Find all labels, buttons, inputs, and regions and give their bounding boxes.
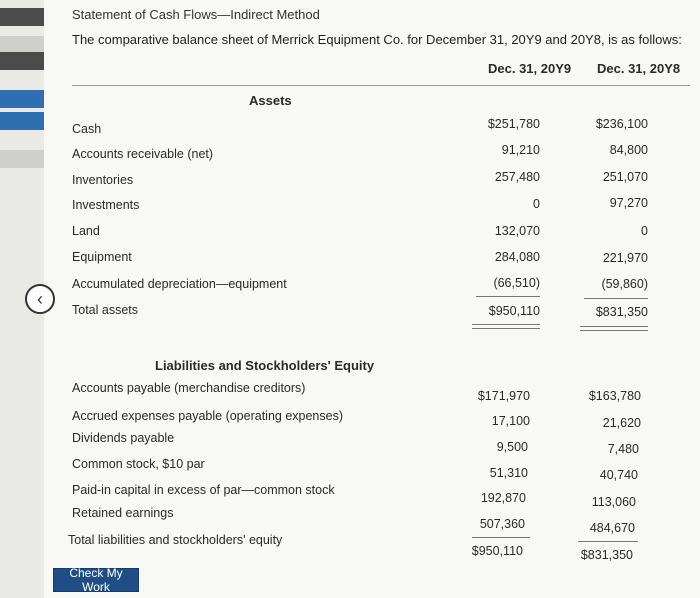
subtotal-rule xyxy=(578,541,638,542)
liability-total-y9: $950,110 xyxy=(471,544,523,558)
liability-row-y8: $163,780 xyxy=(588,389,641,403)
asset-row-label: Inventories xyxy=(72,173,134,187)
asset-row-y9: 91,210 xyxy=(501,143,540,157)
asset-row-y9: $251,780 xyxy=(487,117,540,131)
rail-stripe xyxy=(0,52,44,70)
liability-row-y9: 507,360 xyxy=(479,517,525,531)
asset-row-y9: 0 xyxy=(533,197,540,211)
total-double-rule xyxy=(580,326,648,331)
liability-row-y9: 192,870 xyxy=(480,491,526,505)
liability-row-label: Accounts payable (merchandise creditors) xyxy=(72,381,306,395)
asset-row-label: Land xyxy=(72,224,100,238)
header-divider xyxy=(72,85,690,86)
back-arrow-icon[interactable]: ‹ xyxy=(25,284,55,314)
liability-row-y9: 9,500 xyxy=(496,440,528,454)
liability-total-y8: $831,350 xyxy=(580,548,633,562)
column-header-20y8: Dec. 31, 20Y8 xyxy=(597,61,681,76)
asset-total-y8: $831,350 xyxy=(595,305,648,319)
rail-stripe xyxy=(0,150,44,168)
liability-row-y8: 113,060 xyxy=(591,495,636,509)
asset-row-y8: 97,270 xyxy=(609,196,648,210)
rail-stripe xyxy=(0,8,44,26)
asset-row-y9: 132,070 xyxy=(494,224,540,238)
liability-row-label: Paid-in capital in excess of par—common stock xyxy=(72,483,335,497)
asset-row-y8: 84,800 xyxy=(609,143,648,157)
check-my-work-button[interactable]: Check My Work xyxy=(53,568,139,592)
page-title: Statement of Cash Flows—Indirect Method xyxy=(72,7,320,22)
asset-row-label: Equipment xyxy=(72,250,132,264)
liability-row-y9: $171,970 xyxy=(477,389,530,403)
asset-row-label: Accumulated depreciation—equipment xyxy=(72,277,287,291)
liability-row-y9: 51,310 xyxy=(489,466,528,480)
liability-row-label: Accrued expenses payable (operating expenses) xyxy=(72,409,344,423)
asset-row-y8: 221,970 xyxy=(602,251,648,265)
rail-stripe xyxy=(0,112,44,130)
assets-heading: Assets xyxy=(249,93,292,108)
asset-total-label: Total assets xyxy=(72,303,139,317)
liability-row-y8: 40,740 xyxy=(599,468,638,482)
asset-row-label: Accounts receivable (net) xyxy=(72,147,214,161)
column-header-20y9: Dec. 31, 20Y9 xyxy=(488,61,572,76)
asset-total-y9: $950,110 xyxy=(488,304,540,318)
asset-row-y9: 284,080 xyxy=(494,250,540,264)
asset-row-y8: $236,100 xyxy=(595,117,648,131)
liability-total-label: Total liabilities and stockholders' equity xyxy=(68,533,283,547)
liability-row-label: Retained earnings xyxy=(72,506,174,520)
subtotal-rule xyxy=(584,298,648,299)
subtotal-rule xyxy=(472,537,530,538)
asset-row-y8: 0 xyxy=(641,224,648,238)
asset-row-y9: 257,480 xyxy=(494,170,540,184)
liability-row-label: Dividends payable xyxy=(72,431,175,445)
asset-row-y8: (59,860) xyxy=(601,277,648,291)
liability-row-y9: 17,100 xyxy=(491,414,530,428)
subtotal-rule xyxy=(476,296,540,297)
liability-row-y8: 21,620 xyxy=(602,416,641,430)
asset-row-label: Cash xyxy=(72,122,102,136)
rail-stripe xyxy=(0,90,44,108)
liabilities-heading: Liabilities and Stockholders' Equity xyxy=(155,358,375,373)
liability-row-label: Common stock, $10 par xyxy=(72,457,205,471)
asset-row-label: Investments xyxy=(72,198,140,212)
asset-row-y9: (66,510) xyxy=(493,276,540,290)
total-double-rule xyxy=(472,324,540,329)
liability-row-y8: 484,670 xyxy=(589,521,635,535)
intro-text: The comparative balance sheet of Merrick Equipment Co. for December 31, 20Y9 and 20Y8, is as follows: xyxy=(72,32,682,47)
liability-row-y8: 7,480 xyxy=(607,442,639,456)
asset-row-y8: 251,070 xyxy=(602,170,648,184)
